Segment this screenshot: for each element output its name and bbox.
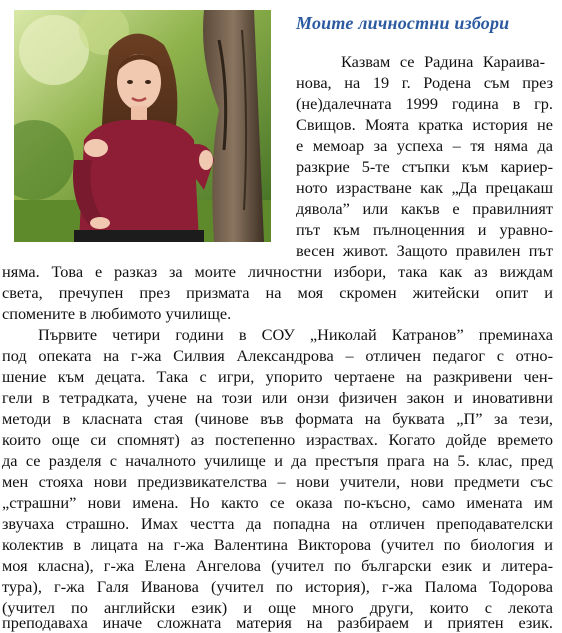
text-line: моя класна), г-жа Елена Ангелова (учител по български език и литера- — [2, 556, 553, 575]
text-line: (учител по английски език) и още много други, които с лекота — [2, 598, 553, 617]
portrait-photo — [14, 10, 271, 242]
text-line: Първите четири години в СОУ „Николай Катранов” преминаха — [38, 325, 553, 344]
text-line: гели в тетрадката, учене на този или онзи физичен закон и иновативни — [2, 388, 553, 407]
text-line: няма. Това е разказ за моите личностни избори, така как аз виждам — [2, 262, 553, 281]
text-line: е мемоар за успеха – тя няма да — [296, 136, 553, 155]
text-line: да се разделя с началното училище и да престъпя прага на 5. клас, пред — [2, 451, 553, 470]
text-line: методи в класната стая (чинове във формата на буквата „П” за тези, — [2, 409, 553, 428]
text-line: Казвам се Радина Караива- — [341, 52, 545, 71]
text-line: весен живот. Защото правилен път — [296, 241, 553, 260]
text-line: които още си спомнят) аз постепенно израствах. Когато дойде времето — [2, 430, 553, 449]
text-line: колектив в лицата на г-жа Валентина Викторова (учител по биология и — [2, 535, 553, 554]
text-line: ното израстване как „Да прецакаш — [296, 178, 553, 197]
text-line: „страшни” нови имена. Но както се оказа по-късно, само имената им — [2, 493, 553, 512]
article-title: Моите личностни избори — [296, 13, 510, 33]
text-line: звучаха страшно. Имах честта да попадна на отличен преподавателски — [2, 514, 553, 533]
text-line: света, пречупен през призмата на моя скромен житейски опит и — [2, 283, 553, 302]
text-line: спомените в любимото училище. — [2, 304, 232, 323]
text-line: преподаваха иначе сложната материя на разбираем и приятен език. — [2, 613, 553, 632]
text-line: под опеката на г-жа Силвия Александрова – отличен педагог с отно- — [2, 346, 553, 365]
text-line: шение към децата. Така с игри, упорито чертаене на разкривени чен- — [2, 367, 553, 386]
text-line: дявола” или какъв е правилният — [296, 199, 553, 218]
text-line: тура), г-жа Галя Иванова (учител по история), г-жа Палома Тодорова — [2, 577, 553, 596]
text-line: път към пълноценния и уравно- — [296, 220, 553, 239]
text-line: (не)далечната 1999 година в гр. — [296, 94, 553, 113]
text-line: мен стояха нови предизвикателства – нови учители, нови предмети със — [2, 472, 553, 491]
text-line: Свищов. Моята кратка история не — [296, 115, 553, 134]
text-line: разкрие 5-те стъпки към кариер- — [296, 157, 553, 176]
text-line: нова, на 19 г. Родена съм през — [296, 73, 553, 92]
